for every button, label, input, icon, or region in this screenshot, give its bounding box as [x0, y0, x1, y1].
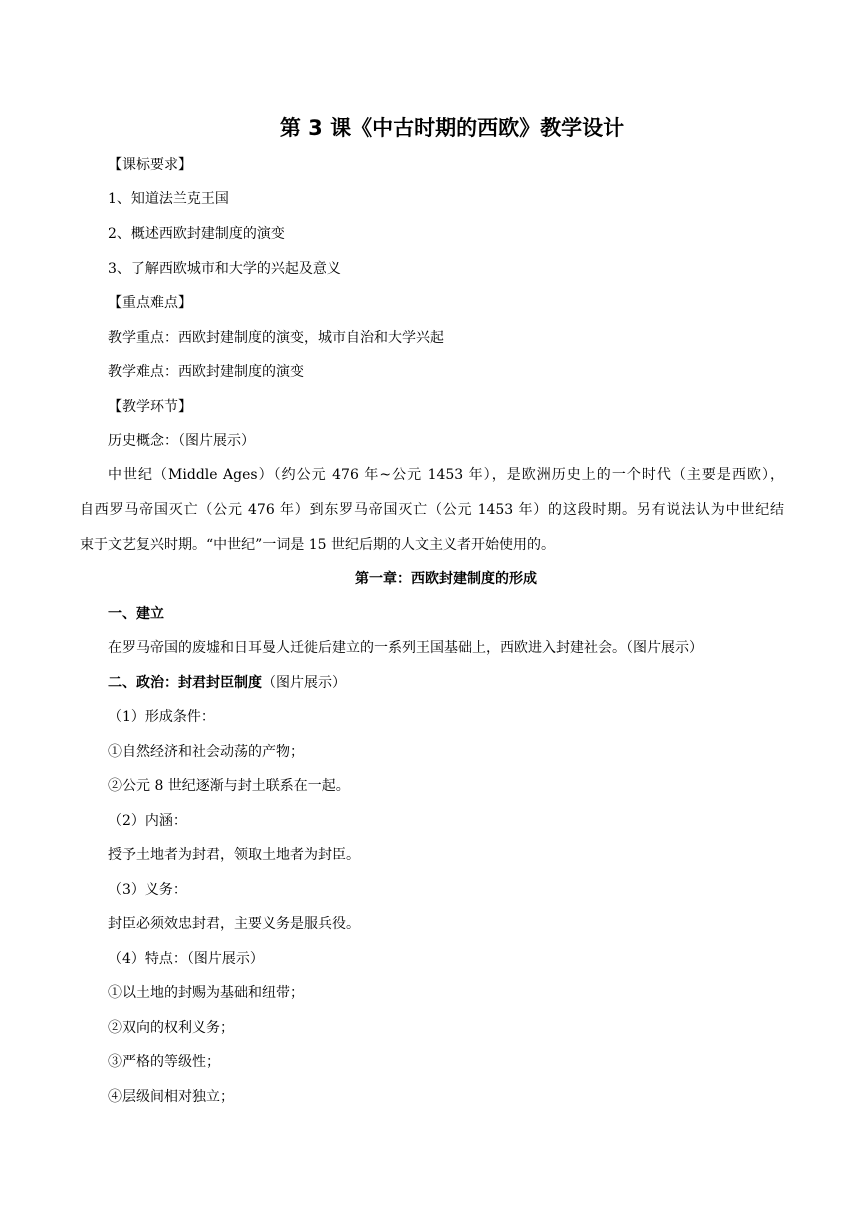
feature-label: （4）特点：（图片展示） [108, 951, 264, 967]
document-title: 第 3 课《中古时期的西欧》教学设计 [279, 116, 625, 140]
requirement-1: 1、知道法兰克王国 [108, 191, 229, 207]
condition-2: ②公元 8 世纪逐渐与封土联系在一起。 [108, 778, 350, 794]
feature-3: ③严格的等级性； [108, 1054, 220, 1070]
paragraph-line-2: 自西罗马帝国灭亡（公元 476 年）到东罗马帝国灭亡（公元 1453 年）的这段时期。另有说法认为中世纪结 [80, 502, 784, 518]
history-concept: 历史概念：（图片展示） [108, 433, 255, 449]
feature-1: ①以土地的封赐为基础和纽带； [108, 985, 304, 1001]
condition-label: （1）形成条件： [108, 709, 215, 725]
duty-label: （3）义务： [108, 882, 187, 898]
feature-4: ④层级间相对独立； [108, 1089, 234, 1105]
paragraph-line-3: 束于文艺复兴时期。“中世纪”一词是 15 世纪后期的人文主义者开始使用的。 [80, 537, 556, 553]
requirement-2: 2、概述西欧封建制度的演变 [108, 226, 285, 242]
content-text: 授予土地者为封君，领取土地者为封臣。 [108, 847, 360, 863]
section-heading-key-points: 【重点难点】 [108, 295, 192, 311]
section-heading-steps: 【教学环节】 [108, 399, 192, 415]
establish-text: 在罗马帝国的废墟和日耳曼人迁徙后建立的一系列王国基础上，西欧进入封建社会。（图片展示） [108, 640, 703, 656]
heading-politics-bold: 二、政治：封君封臣制度 [108, 675, 262, 691]
chapter-heading: 第一章：西欧封建制度的形成 [355, 571, 537, 587]
duty-text: 封臣必须效忠封君，主要义务是服兵役。 [108, 916, 360, 932]
requirement-3: 3、了解西欧城市和大学的兴起及意义 [108, 261, 341, 277]
key-point: 教学重点：西欧封建制度的演变，城市自治和大学兴起 [108, 330, 444, 346]
condition-1: ①自然经济和社会动荡的产物； [108, 744, 304, 760]
heading-politics-note: （图片展示） [262, 675, 346, 691]
paragraph-line-1: 中世纪（Middle Ages）（约公元 476 年~公元 1453 年），是欧洲历史上的一个时代（主要是西欧）， [108, 467, 784, 483]
difficult-point: 教学难点：西欧封建制度的演变 [108, 364, 304, 380]
feature-2: ②双向的权利义务； [108, 1020, 234, 1036]
heading-politics [108, 673, 346, 693]
heading-establish: 一、建立 [108, 606, 164, 622]
content-label: （2）内涵： [108, 813, 187, 829]
section-heading-requirements: 【课标要求】 [108, 157, 192, 173]
